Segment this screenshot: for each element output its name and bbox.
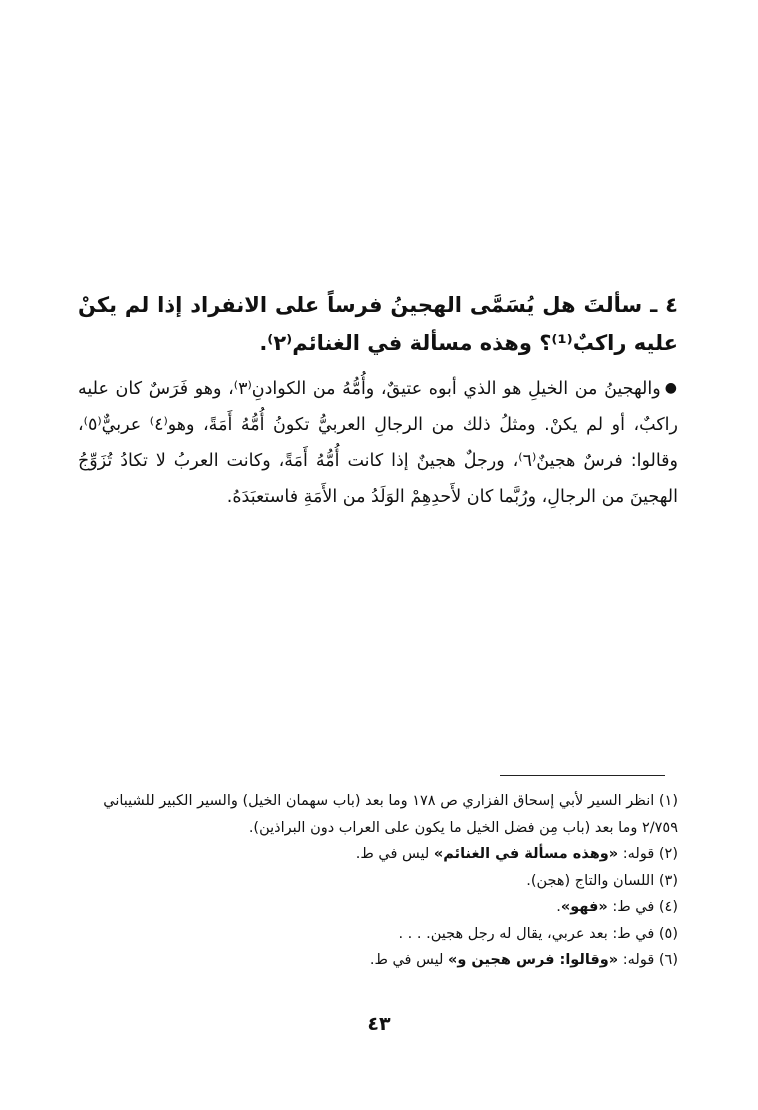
footnote-rest: . <box>556 899 561 915</box>
footnote-label: (٢) قوله: <box>618 846 678 862</box>
answer-paragraph <box>78 370 678 515</box>
footnote-6 <box>78 947 678 974</box>
footnote-quote: «وقالوا: فرس هجين و» <box>448 952 619 968</box>
footnote-4 <box>78 894 678 921</box>
bullet-icon: ● <box>664 380 678 396</box>
footnotes <box>78 788 678 974</box>
footnote-label: (٦) قوله: <box>618 952 678 968</box>
footnote-divider <box>500 775 665 776</box>
answer-text: والهجينُ من الخيلِ هو الذي أبوه عتيقٌ، وأُمُّهُ من الكوادنِ⁽٣⁾، وهو فَرَسٌ كان عليه راكبٌ، أو لم يكنْ. ومثلُ ذلك من الرجالِ العربيُّ تكونُ أُمُّهُ أَمَةً، وهو⁽٤⁾ عربيٌّ⁽٥⁾، وقالوا: فرسٌ هجينٌ⁽٦⁾، ورجلٌ هجينٌ إذا كانت أُمُّهُ أَمَةً، وكانت العربُ لا تكادُ تُزَوِّجُ الهجينَ من الرجالِ، ورُبَّما كان لأَحدِهِمْ الوَلَدُ من الأَمَةِ فاستعبَدَهُ. <box>78 379 678 507</box>
footnote-2 <box>78 841 678 868</box>
page-number: ٤٣ <box>367 1013 391 1035</box>
footnote-5: (٥) في ط: بعد عربي، يقال له رجل هجين. . . . <box>398 925 678 942</box>
main-text <box>78 286 678 515</box>
footnote-rest: ليس في ط. <box>355 846 434 862</box>
footnote-label: (٤) في ط: <box>607 899 678 915</box>
footnote-quote: «فهو» <box>560 899 608 915</box>
footnote-1: (١) انظر السير لأبي إسحاق الفزاري ص ١٧٨ وما بعد (باب سهمان الخيل) والسير الكبير للشيباني ٢/٧٥٩ وما بعد (باب مِن فضل الخيل ما يكون على العراب دون البراذين). <box>103 793 678 836</box>
footnote-rest: ليس في ط. <box>369 952 448 968</box>
question-paragraph: ٤ ـ سألتَ هل يُسَمَّى الهجينُ فرساً على الانفراد إذا لم يكنْ عليه راكبٌ⁽¹⁾؟ وهذه مسألة في الغنائم⁽٢⁾. <box>78 293 678 355</box>
footnote-quote: «وهذه مسألة في الغنائم» <box>433 846 619 862</box>
footnote-3: (٣) اللسان والتاج (هجن). <box>526 872 678 889</box>
